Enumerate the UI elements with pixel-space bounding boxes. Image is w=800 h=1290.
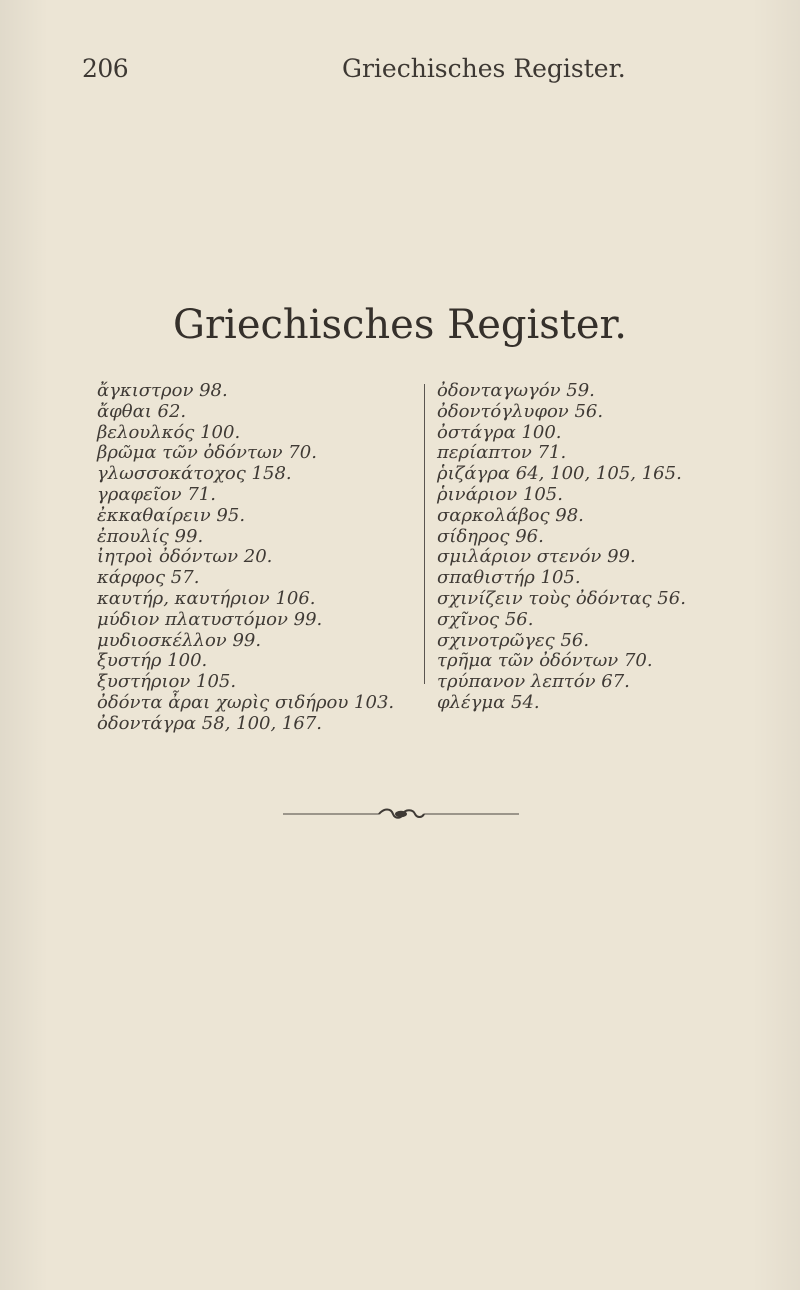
index-entry: τρῆμα τῶν ὀδόντων 70.	[437, 650, 653, 672]
index-entry: ἄφθαι 62.	[97, 400, 187, 422]
index-entry: μύδιον πλατυστόμον 99.	[97, 608, 323, 630]
index-entry: μυδιοσκέλλον 99.	[97, 629, 262, 651]
index-entry: κάρφος 57.	[97, 567, 200, 589]
index-entry: σπαθιστήρ 105.	[437, 567, 581, 589]
index-entry: σαρκολάβος 98.	[437, 504, 584, 526]
section-title: Griechisches Register.	[172, 302, 627, 348]
index-entry: ἄγκιστρον 98.	[97, 380, 228, 401]
index-entry: περίαπτον 71.	[437, 442, 567, 464]
index-entry: βρῶμα τῶν ὀδόντων 70.	[97, 442, 317, 464]
running-head: Griechisches Register.	[342, 54, 626, 83]
index-entry: ξυστήριον 105.	[97, 671, 237, 693]
index-column-left	[97, 381, 394, 735]
index-entry: σχινοτρῶγες 56.	[437, 629, 590, 651]
index-entry: ὀστάγρα 100.	[437, 421, 562, 443]
index-entry: ὀδονταγωγόν 59.	[437, 380, 595, 401]
index-entry: σίδηρος 96.	[437, 525, 544, 547]
index-entry: ῥινάριον 105.	[437, 483, 563, 505]
index-entry: ἐπουλίς 99.	[97, 525, 204, 547]
column-divider	[424, 384, 425, 684]
index-column-right	[437, 381, 686, 714]
index-entry: σχινίζειν τοὺς ὀδόντας 56.	[437, 587, 686, 609]
index-entry: γλωσσοκάτοχος 158.	[97, 463, 292, 485]
index-entry: ῥιζάγρα 64, 100, 105, 165.	[437, 463, 682, 485]
index-entry: καυτήρ, καυτήριον 106.	[97, 587, 316, 609]
index-entry: ἐκκαθαίρειν 95.	[97, 504, 246, 526]
index-entry: ὀδοντόγλυφον 56.	[437, 400, 604, 422]
index-entry: φλέγμα 54.	[437, 691, 540, 713]
index-entry: σχῖνος 56.	[437, 608, 534, 630]
index-entry: ὀδόντα ἆραι χωρὶς σιδήρου 103.	[97, 691, 395, 713]
index-entry: τρύπανον λεπτόν 67.	[437, 671, 630, 693]
index-entry: ξυστήρ 100.	[97, 650, 208, 672]
page-number: 206	[82, 54, 129, 83]
ornament-divider	[283, 806, 519, 822]
index-entry: ἰητροὶ ὀδόντων 20.	[97, 546, 273, 568]
index-entry: βελουλκός 100.	[97, 421, 241, 443]
index-entry: σμιλάριον στενόν 99.	[437, 546, 636, 568]
index-entry: γραφεῖον 71.	[97, 483, 216, 505]
index-entry: ὀδοντάγρα 58, 100, 167.	[97, 712, 323, 734]
